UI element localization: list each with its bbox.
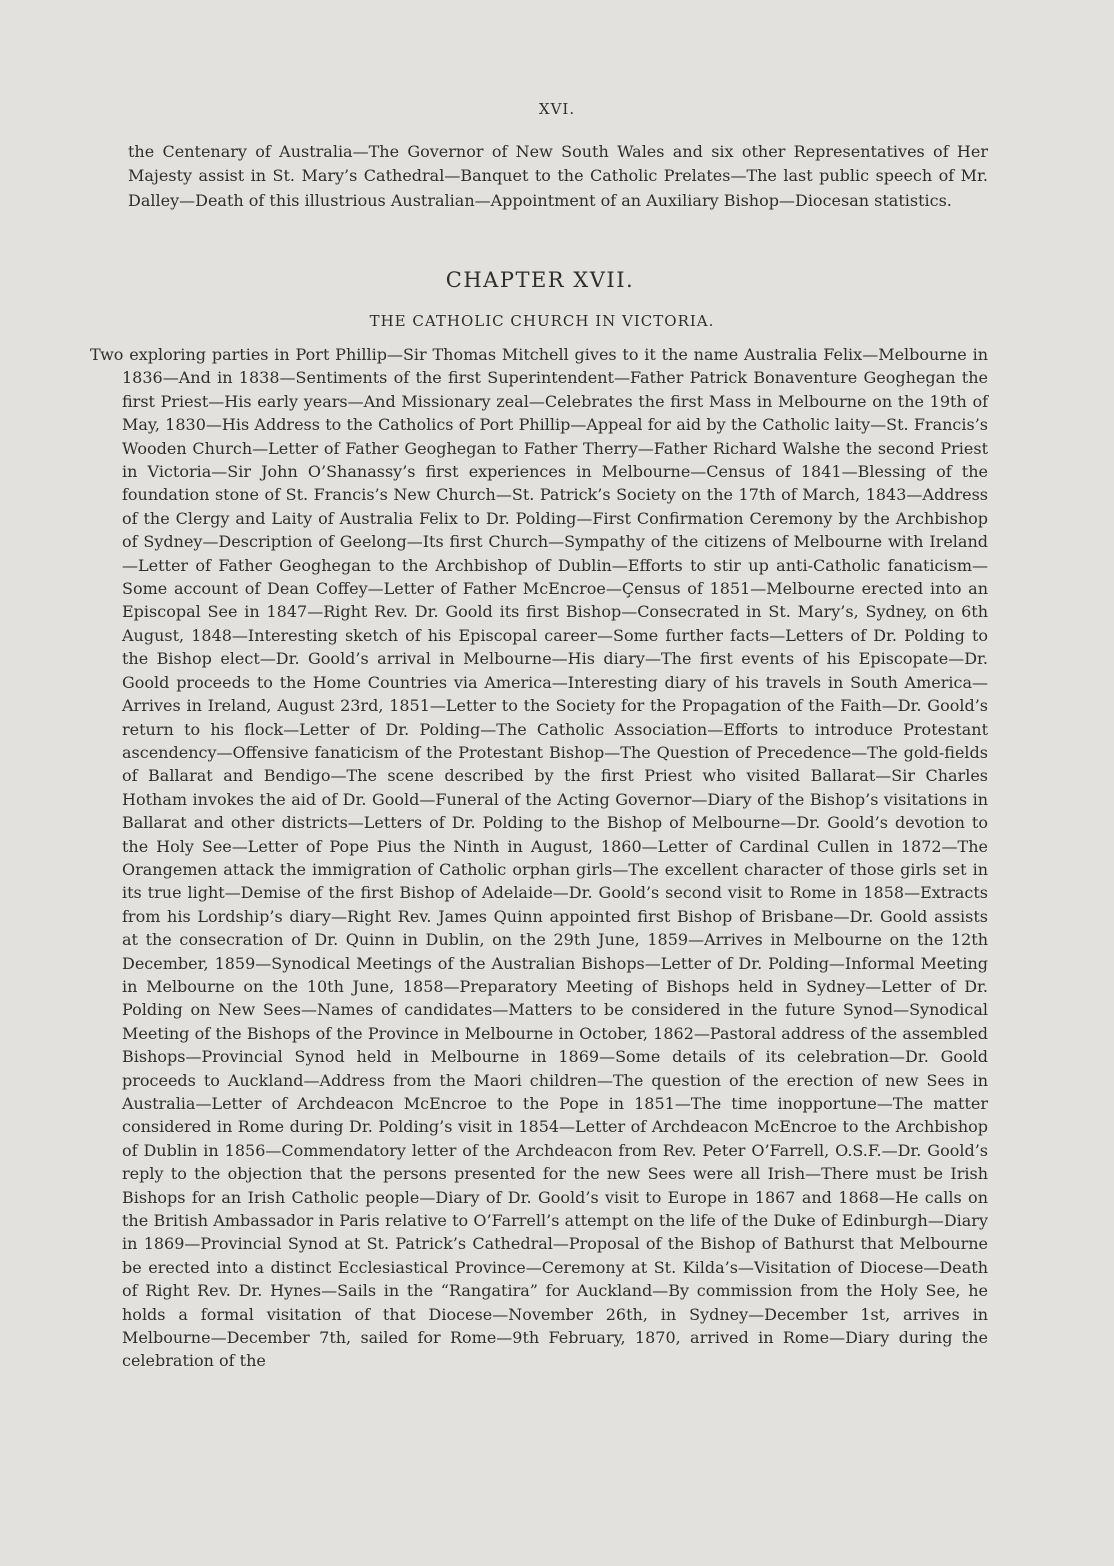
page-number: XVI.: [538, 100, 576, 118]
chapter-subtitle: THE CATHOLIC CHURCH IN VICTORIA.: [369, 312, 715, 330]
previous-chapter-synopsis-continuation: the Centenary of Australia—The Governor of New South Wales and six other Representatives of Her Majesty assist in St. Mary’s Cathedral—Banquet to the Catholic Prelates—The last public speech of Mr. Dalley—Death of this illustrious Australian—Appointment of an Auxiliary Bishop—Diocesan statistics.: [128, 142, 988, 210]
chapter-title: CHAPTER XVII.: [445, 268, 635, 292]
chapter-synopsis: Two exploring parties in Port Phillip—Sir Thomas Mitchell gives to it the name Australia Felix—Melbourne in 1836—And in 1838—Sentiments of the first Superintendent—Father Patrick Bonaventure Geoghegan the first Priest—His early years—And Missionary zeal—Celebrates the first Mass in Melbourne on the 19th of May, 1830—His Address to the Catholics of Port Phillip—Appeal for aid by the Catholic laity—St. Francis’s Wooden Church—Letter of Father Geoghegan to Father Therry—Father Richard Walshe the second Priest in Victoria—Sir John O’Shanassy’s first experiences in Melbourne—Census of 1841—Blessing of the foundation stone of St. Francis’s New Church—St. Patrick’s Society on the 17th of March, 1843—Address of the Clergy and Laity of Australia Felix to Dr. Polding—First Confirmation Ceremony by the Archbishop of Sydney—Description of Geelong—Its first Church—Sympathy of the citizens of Melbourne with Ireland—Letter of Father Geoghegan to the Archbishop of Dublin—Efforts to stir up anti-Catholic fanaticism—Some account of Dean Coffey—Letter of Father McEncroe—Çensus of 1851—Melbourne erected into an Episcopal See in 1847—Right Rev. Dr. Goold its first Bishop—Consecrated in St. Mary’s, Sydney, on 6th August, 1848—Interesting sketch of his Episcopal career—Some further facts—Letters of Dr. Polding to the Bishop elect—Dr. Goold’s arrival in Melbourne—His diary—The first events of his Episcopate—Dr. Goold proceeds to the Home Countries via America—Interesting diary of his travels in South America—Arrives in Ireland, August 23rd, 1851—Letter to the Society for the Propagation of the Faith—Dr. Goold’s return to his flock—Letter of Dr. Polding—The Catholic Association—Efforts to introduce Protestant ascendency—Offensive fanaticism of the Protestant Bishop—The Question of Precedence—The gold-fields of Ballarat and Bendigo—The scene described by the first Priest who visited Ballarat—Sir Charles Hotham invokes the aid of Dr. Goold—Funeral of the Acting Governor—Diary of the Bishop’s visitations in Ballarat and other districts—Letters of Dr. Polding to the Bishop of Melbourne—Dr. Goold’s devotion to the Holy See—Letter of Pope Pius the Ninth in August, 1860—Letter of Cardinal Cullen in 1872—The Orangemen attack the immigration of Catholic orphan girls—The excellent character of those girls set in its true light—Demise of the first Bishop of Adelaide—Dr. Goold’s second visit to Rome in 1858—Extracts from his Lordship’s diary—Right Rev. James Quinn appointed first Bishop of Brisbane—Dr. Goold assists at the consecration of Dr. Quinn in Dublin, on the 29th June, 1859—Arrives in Melbourne on the 12th December, 1859—Synodical Meetings of the Australian Bishops—Letter of Dr. Polding—Informal Meeting in Melbourne on the 10th June, 1858—Preparatory Meeting of Bishops held in Sydney—Letter of Dr. Polding on New Sees—Names of candidates—Matters to be considered in the future Synod—Synodical Meeting of the Bishops of the Province in Melbourne in October, 1862—Pastoral address of the assembled Bishops—Provincial Synod held in Melbourne in 1869—Some details of its celebration—Dr. Goold proceeds to Auckland—Address from the Maori children—The question of the erection of new Sees in Australia—Letter of Archdeacon McEncroe to the Pope in 1851—The time inopportune—The matter considered in Rome during Dr. Polding’s visit in 1854—Letter of Archdeacon McEncroe to the Archbishop of Dublin in 1856—Commendatory letter of the Archdeacon from Rev. Peter O’Farrell, O.S.F.—Dr. Goold’s reply to the objection that the persons presented for the new Sees were all Irish—There must be Irish Bishops for an Irish Catholic people—Diary of Dr. Goold’s visit to Europe in 1867 and 1868—He calls on the British Ambassador in Paris relative to O’Farrell’s attempt on the life of the Duke of Edinburgh—Diary in 1869—Provincial Synod at St. Patrick’s Cathedral—Proposal of the Bishop of Bathurst that Melbourne be erected into a distinct Ecclesiastical Province—Ceremony at St. Kilda’s—Visitation of Diocese—Death of Right Rev. Dr. Hynes—Sails in the “Rangatira” for Auckland—By commission from the Holy See, he holds a formal visitation of that Diocese—November 26th, in Sydney—December 1st, arrives in Melbourne—December 7th, sailed for Rome—9th February, 1870, arrived in Rome—Diary during the celebration of the: [90, 345, 988, 1371]
